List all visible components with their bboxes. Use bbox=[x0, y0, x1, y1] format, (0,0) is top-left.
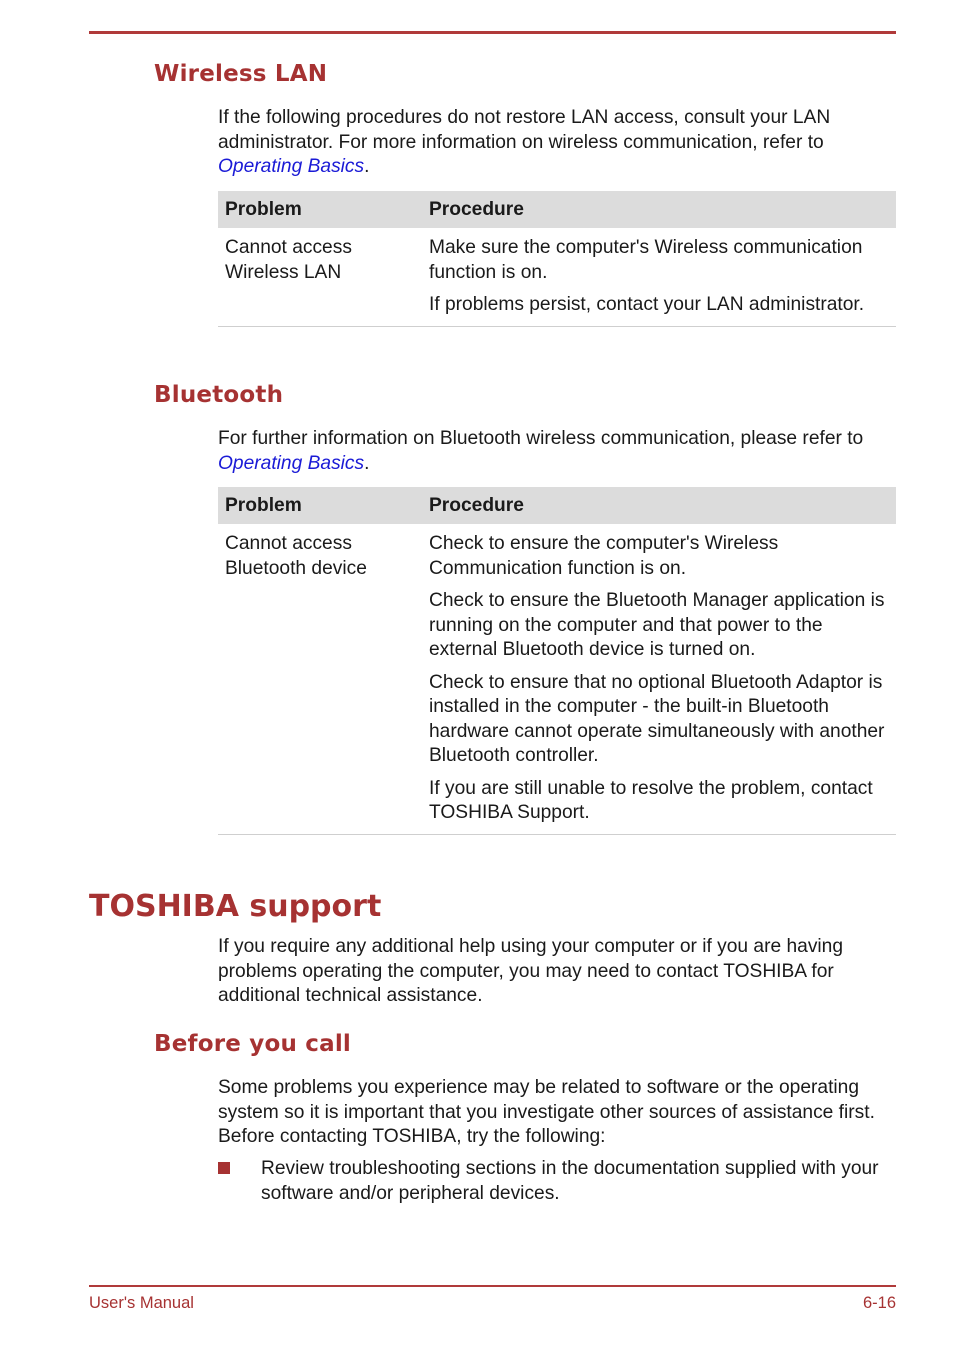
footer-page-number: 6-16 bbox=[862, 1294, 896, 1312]
column-header-problem: Problem bbox=[218, 487, 422, 524]
operating-basics-link[interactable]: Operating Basics bbox=[218, 452, 365, 474]
procedure-step: Check to ensure the computer's Wireless Communication function is on. bbox=[429, 533, 779, 579]
table-row bbox=[218, 228, 896, 326]
section-heading-bluetooth: Bluetooth bbox=[154, 382, 284, 408]
before-you-call-intro: Some problems you experience may be related to software or the operating system so it is important that you investigate other sources of assistance first. Before contacting TOSHIBA, try the following: bbox=[218, 1077, 875, 1147]
bluetooth-table bbox=[218, 487, 896, 835]
chapter-heading-toshiba-support: TOSHIBA support bbox=[89, 889, 382, 924]
operating-basics-link[interactable]: Operating Basics bbox=[218, 156, 365, 177]
column-header-procedure: Procedure bbox=[422, 191, 896, 228]
procedure-step: If you are still unable to resolve the problem, contact TOSHIBA Support. bbox=[429, 777, 873, 823]
problem-cell: Cannot access Wireless LAN bbox=[218, 228, 422, 326]
before-you-call-list bbox=[218, 1157, 896, 1206]
footer-manual-title: User's Manual bbox=[89, 1294, 194, 1312]
procedure-step: Make sure the computer's Wireless communication function is on. bbox=[429, 237, 863, 283]
procedure-step: Check to ensure that no optional Bluetooth Adaptor is installed in the computer - the built-in Bluetooth hardware cannot operate simultaneously with another Bluetooth controller. bbox=[429, 671, 885, 766]
wireless-lan-table bbox=[218, 191, 896, 327]
section-heading-before-you-call: Before you call bbox=[154, 1031, 351, 1057]
list-item: Review troubleshooting sections in the documentation supplied with your software and/or peripheral devices. bbox=[218, 1157, 896, 1206]
procedure-step: If problems persist, contact your LAN administrator. bbox=[429, 294, 865, 315]
column-header-procedure: Procedure bbox=[422, 487, 896, 524]
table-row bbox=[218, 524, 896, 834]
toshiba-support-intro: If you require any additional help using your computer or if you are having problems operating the computer, you may need to contact TOSHIBA for additional technical assistance. bbox=[218, 936, 844, 1006]
procedure-cell bbox=[422, 524, 896, 834]
section-heading-wireless-lan: Wireless LAN bbox=[154, 61, 328, 87]
column-header-problem: Problem bbox=[218, 191, 422, 228]
square-bullet-icon bbox=[218, 1162, 230, 1174]
procedure-cell bbox=[422, 228, 896, 326]
problem-cell: Cannot access Bluetooth device bbox=[218, 524, 422, 834]
bluetooth-intro: For further information on Bluetooth wireless communication, please refer to Operating Basics. bbox=[218, 428, 864, 474]
procedure-step: Check to ensure the Bluetooth Manager application is running on the computer and that power to the external Bluetooth device is turned on. bbox=[429, 590, 885, 660]
wireless-lan-intro: If the following procedures do not restore LAN access, consult your LAN administrator. For more information on wireless communication, refer to Operating Basics. bbox=[218, 107, 831, 177]
header-rule bbox=[89, 31, 896, 34]
footer-rule bbox=[89, 1285, 896, 1287]
